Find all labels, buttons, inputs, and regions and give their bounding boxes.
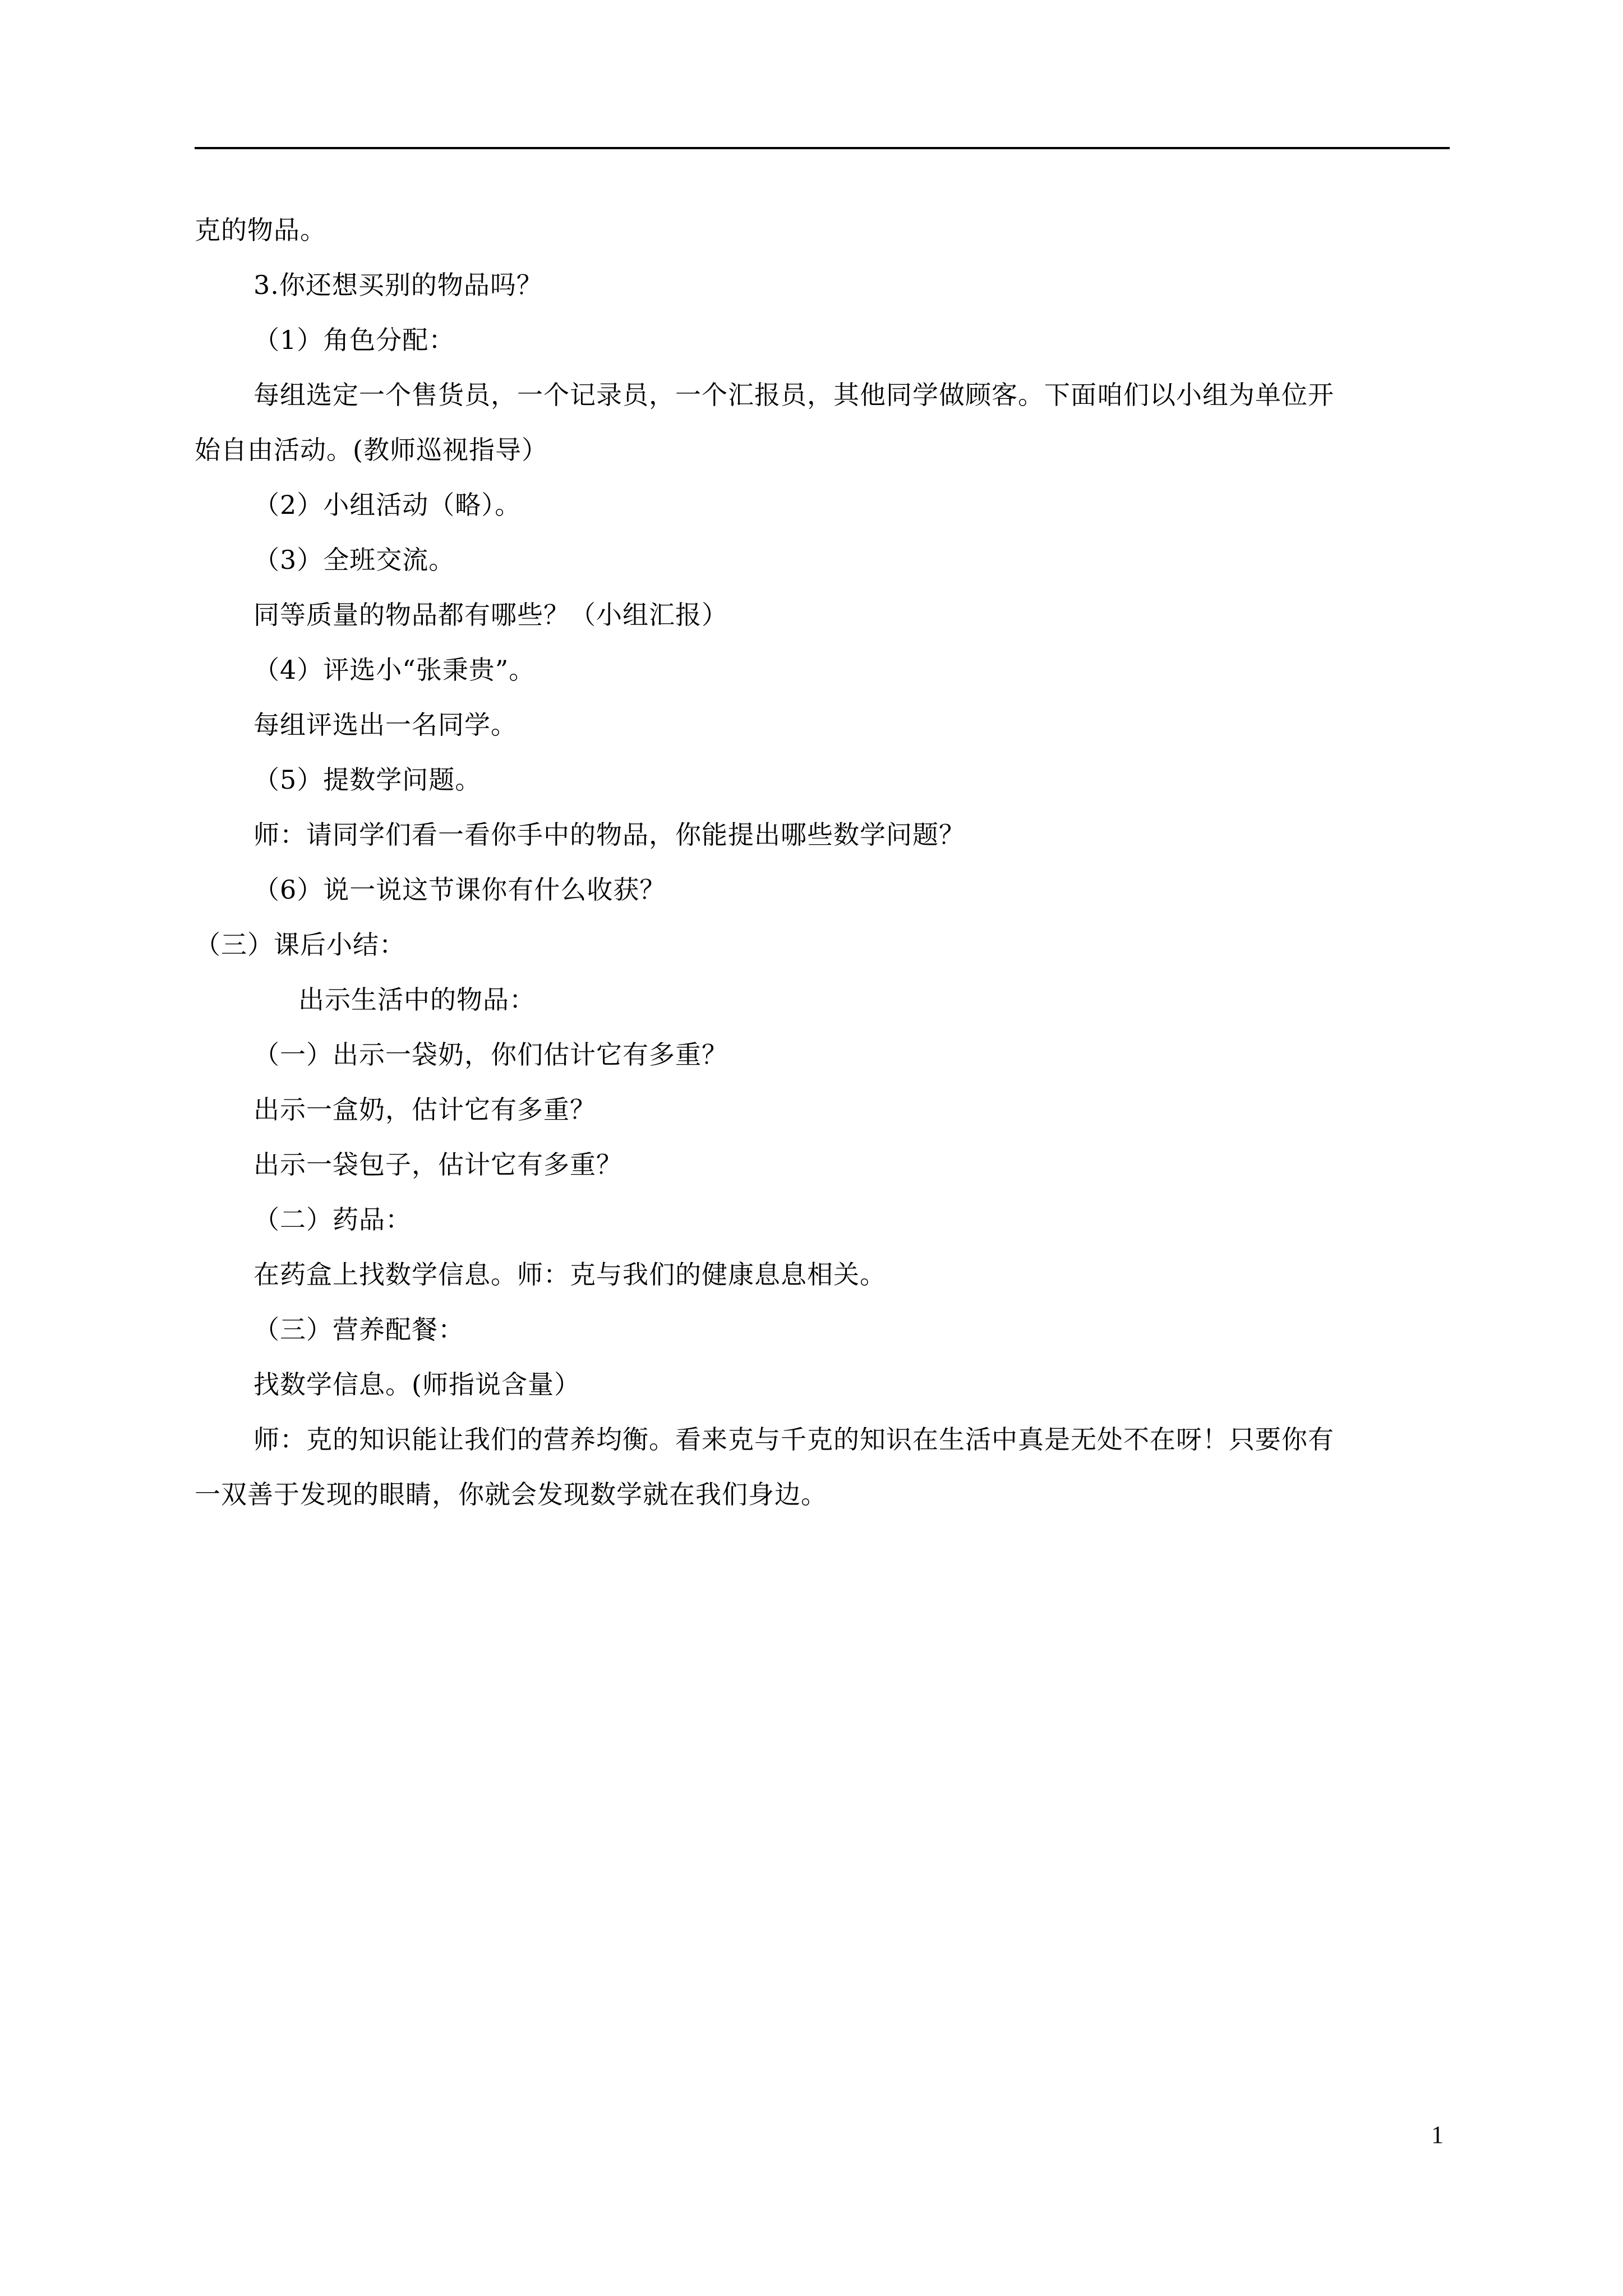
text-line: （4）评选小“张秉贵”。: [253, 655, 536, 685]
text-line: 克的物品。: [195, 215, 326, 245]
text-line: （三）课后小结：: [195, 930, 405, 960]
text-line: 找数学信息。(师指说含量）: [253, 1369, 580, 1400]
header-rule: [195, 147, 1450, 149]
text-line: （3）全班交流。: [253, 545, 455, 575]
text-line: （6）说一说这节课你有什么收获？: [253, 875, 666, 905]
page-number: 1: [1431, 2121, 1444, 2148]
text-line: 出示生活中的物品：: [298, 984, 536, 1015]
text-line: 3.你还想买别的物品吗？: [253, 270, 543, 300]
text-line: 每组评选出一名同学。: [253, 710, 517, 740]
text-line: （三）营养配餐：: [253, 1314, 464, 1345]
text-line: 一双善于发现的眼睛，你就会发现数学就在我们身边。: [195, 1479, 827, 1510]
text-line: 师：克的知识能让我们的营养均衡。看来克与千克的知识在生活中真是无处不在呀！只要你有: [253, 1424, 1334, 1455]
text-line: 出示一袋包子，估计它有多重？: [253, 1149, 623, 1180]
text-line: （2）小组活动（略）。: [253, 490, 522, 520]
text-line: （1）角色分配：: [253, 325, 455, 355]
text-line: （一）出示一袋奶，你们估计它有多重？: [253, 1039, 728, 1070]
text-line: 始自由活动。(教师巡视指导）: [195, 435, 548, 465]
text-line: （5）提数学问题。: [253, 765, 482, 795]
text-line: 出示一盒奶，估计它有多重？: [253, 1094, 596, 1125]
text-line: （二）药品：: [253, 1204, 412, 1235]
text-line: 在药盒上找数学信息。师：克与我们的健康息息相关。: [253, 1259, 886, 1290]
text-line: 同等质量的物品都有哪些？（小组汇报）: [253, 600, 728, 630]
text-line: 师：请同学们看一看你手中的物品，你能提出哪些数学问题？: [253, 820, 965, 850]
text-line: 每组选定一个售货员，一个记录员，一个汇报员，其他同学做顾客。下面咱们以小组为单位开: [253, 380, 1334, 410]
